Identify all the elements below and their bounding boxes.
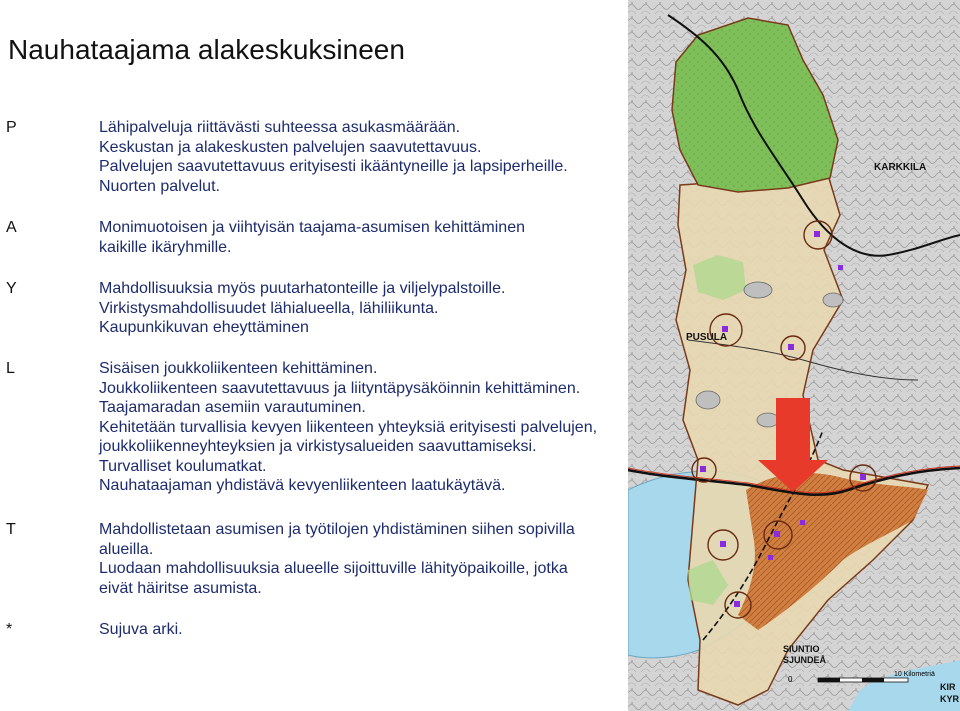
row-line: Monimuotoisen ja viihtyisän taajama-asumisen kehittäminen bbox=[99, 219, 525, 236]
row-line: Sisäisen joukkoliikenteen kehittäminen. bbox=[99, 360, 378, 377]
row-line: joukkoliikenneyhteyksien ja virkistysalueiden saavuttamiseksi. bbox=[99, 438, 537, 455]
row-letter: Y bbox=[6, 280, 17, 297]
row-letter: L bbox=[6, 360, 15, 377]
row-lines bbox=[99, 620, 627, 640]
row-lines bbox=[99, 520, 627, 598]
scale-unit-label: 10 Kilometriä bbox=[894, 671, 935, 678]
row-line: Kehitetään turvallisia kevyen liikenteen yhteyksiä erityisesti palvelujen, bbox=[99, 418, 598, 436]
place-label-karkkila: KARKKILA bbox=[874, 162, 927, 173]
scale-zero-label: 0 bbox=[788, 675, 793, 684]
row-lines bbox=[99, 218, 627, 257]
row-line: Palvelujen saavutettavuus erityisesti ikääntyneille ja lapsiperheille. bbox=[99, 158, 568, 175]
row-letter: A bbox=[6, 219, 17, 236]
row-line: Luodaan mahdollisuuksia alueelle sijoittuville lähityöpaikoille, jotka bbox=[99, 560, 568, 577]
row-line: Virkistysmahdollisuudet lähialueella, lähiliikunta. bbox=[99, 299, 439, 317]
row-line: Mahdollisuuksia myös puutarhatonteille ja viljelypalstoille. bbox=[99, 280, 506, 297]
row-line: Lähipalveluja riittävästi suhteessa asukasmäärään. bbox=[99, 119, 461, 136]
row-line: Mahdollistetaan asumisen ja työtilojen yhdistäminen siihen sopivilla bbox=[99, 521, 575, 538]
row-lines bbox=[99, 118, 627, 196]
row-line: Nauhataajaman yhdistävä kevyenliikenteen laatukäytävä. bbox=[99, 477, 506, 494]
row-lines bbox=[99, 359, 627, 496]
place-label-pusula: PUSULA bbox=[686, 332, 728, 343]
row-line: kaikille ikäryhmille. bbox=[99, 238, 232, 256]
row-line: Kaupunkikuvan eheyttäminen bbox=[99, 319, 309, 336]
row-letter: * bbox=[6, 621, 13, 638]
zoning-map bbox=[628, 0, 960, 711]
row-lines bbox=[99, 279, 627, 338]
row-line: Taajamaradan asemiin varautuminen. bbox=[99, 399, 366, 416]
row-line: Joukkoliikenteen saavutettavuus ja liityntäpysäköinnin kehittäminen. bbox=[99, 379, 581, 397]
row-line: Nuorten palvelut. bbox=[99, 177, 220, 195]
row-line: Turvalliset koulumatkat. bbox=[99, 457, 267, 475]
place-label-siuntio: SIUNTIO bbox=[783, 644, 820, 654]
row-line: alueilla. bbox=[99, 540, 154, 558]
row-letter: T bbox=[6, 521, 16, 538]
slide-title: Nauhataajama alakeskuksineen bbox=[8, 34, 405, 65]
row-line: Keskustan ja alakeskusten palvelujen saavutettavuus. bbox=[99, 138, 482, 156]
map-svg bbox=[628, 0, 960, 711]
row-line: Sujuva arki. bbox=[99, 621, 183, 638]
row-line: eivät häiritse asumista. bbox=[99, 579, 262, 597]
place-label-sjundea: SJUNDEÅ bbox=[783, 655, 827, 665]
row-letter: P bbox=[6, 119, 17, 136]
place-label-kyr: KYR bbox=[940, 694, 960, 704]
place-label-kirk: KIR bbox=[940, 682, 956, 692]
